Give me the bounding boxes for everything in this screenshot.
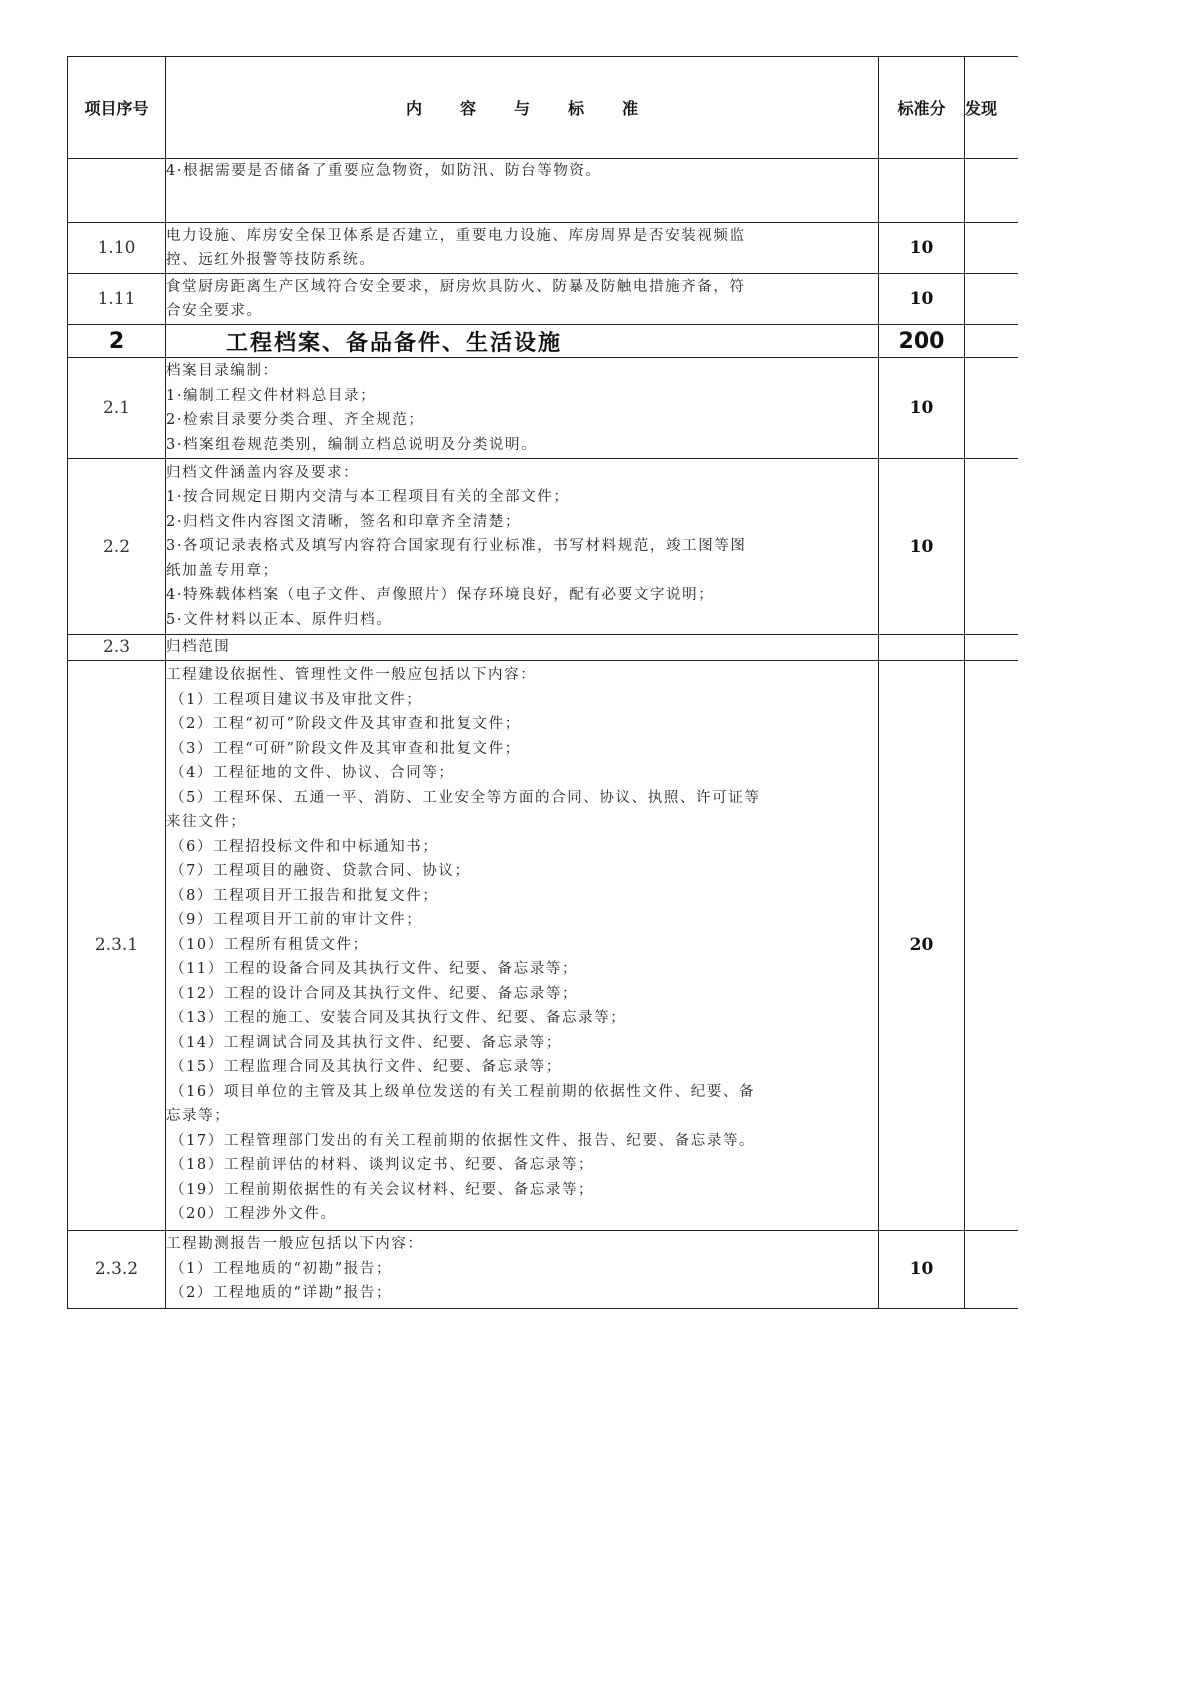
content-line: （12）工程的设计合同及其执行文件、纪要、备忘录等； xyxy=(170,985,579,1002)
item-content xyxy=(166,660,879,1230)
table-row xyxy=(68,459,1018,635)
item-content xyxy=(166,358,879,459)
item-score: 20 xyxy=(879,660,965,1230)
content-line: （4）工程征地的文件、协议、合同等； xyxy=(170,765,455,782)
item-score: 10 xyxy=(879,358,965,459)
table-row xyxy=(68,1230,1018,1308)
item-content xyxy=(166,635,879,661)
item-number xyxy=(68,159,166,223)
evaluation-table xyxy=(67,56,1018,1309)
content-line: 食堂厨房距离生产区域符合安全要求，厨房炊具防火、防暴及防触电措施齐备，符 xyxy=(166,278,746,295)
content-line: 工程勘测报告一般应包括以下内容： xyxy=(166,1236,424,1253)
item-score: 10 xyxy=(879,223,965,274)
content-line: （11）工程的设备合同及其执行文件、纪要、备忘录等； xyxy=(170,961,579,978)
item-found xyxy=(965,660,1018,1230)
content-line: 4·根据需要是否储备了重要应急物资，如防汛、防台等物资。 xyxy=(166,163,602,179)
content-line: 归档文件涵盖内容及要求： xyxy=(166,464,360,481)
content-line: 工程建设依据性、管理性文件一般应包括以下内容： xyxy=(166,667,537,684)
header-standard-score: 标准分 xyxy=(879,57,965,159)
item-score: 10 xyxy=(879,274,965,325)
item-number: 2.2 xyxy=(68,459,166,635)
section-number: 2 xyxy=(68,325,166,358)
section-score: 200 xyxy=(879,325,965,358)
item-found xyxy=(965,635,1018,661)
content-line: （2）工程地质的“详勘”报告； xyxy=(170,1285,393,1302)
content-line: （5）工程环保、五通一平、消防、工业安全等方面的合同、协议、执照、许可证等 xyxy=(170,789,761,806)
section-title: 工程档案、备品备件、生活设施 xyxy=(166,325,879,358)
content-line: 纸加盖专用章； xyxy=(166,562,279,579)
content-line: 3·各项记录表格式及填写内容符合国家现有行业标准，书写材料规范，竣工图等图 xyxy=(166,538,747,555)
content-line: 忘录等； xyxy=(166,1108,231,1125)
content-line: （18）工程前评估的材料、谈判议定书、纪要、备忘录等； xyxy=(170,1157,595,1174)
header-found: 发现 xyxy=(965,57,1018,159)
content-line: （19）工程前期依据性的有关会议材料、纪要、备忘录等； xyxy=(170,1181,595,1198)
content-line: （14）工程调试合同及其执行文件、纪要、备忘录等； xyxy=(170,1034,562,1051)
header-row xyxy=(68,57,1018,159)
content-line: 控、远红外报警等技防系统。 xyxy=(166,252,376,268)
content-line: 1·编制工程文件材料总目录； xyxy=(166,387,377,404)
item-score: 10 xyxy=(879,459,965,635)
item-content xyxy=(166,1230,879,1308)
content-line: （13）工程的施工、安装合同及其执行文件、纪要、备忘录等； xyxy=(170,1010,627,1027)
content-line: 5·文件材料以正本、原件归档。 xyxy=(166,611,393,628)
item-number: 2.3 xyxy=(68,635,166,661)
item-score xyxy=(879,635,965,661)
item-number: 2.3.1 xyxy=(68,660,166,1230)
item-found xyxy=(965,1230,1018,1308)
item-found xyxy=(965,325,1018,358)
table-row xyxy=(68,660,1018,1230)
header-item-number: 项目序号 xyxy=(68,57,166,159)
content-line: （8）工程项目开工报告和批复文件； xyxy=(170,887,439,904)
section-row xyxy=(68,325,1018,358)
item-content xyxy=(166,223,879,274)
content-line: 4·特殊载体档案（电子文件、声像照片）保存环境良好，配有必要文字说明； xyxy=(166,587,715,604)
item-content xyxy=(166,274,879,325)
content-line: 2·归档文件内容图文清晰，签名和印章齐全清楚； xyxy=(166,513,522,530)
content-line: （1）工程项目建议书及审批文件； xyxy=(170,691,423,708)
content-line: （6）工程招投标文件和中标通知书； xyxy=(170,838,439,855)
content-line: （16）项目单位的主管及其上级单位发送的有关工程前期的依据性文件、纪要、备 xyxy=(170,1083,756,1100)
item-content xyxy=(166,159,879,223)
item-found xyxy=(965,223,1018,274)
header-content-standard: 内容与标准 xyxy=(166,57,879,159)
content-line: （20）工程涉外文件。 xyxy=(170,1206,337,1223)
table-row xyxy=(68,358,1018,459)
item-content xyxy=(166,459,879,635)
item-score: 10 xyxy=(879,1230,965,1308)
content-line: （7）工程项目的融资、贷款合同、协议； xyxy=(170,863,471,880)
content-line: 3·档案组卷规范类别，编制立档总说明及分类说明。 xyxy=(166,436,538,453)
item-number: 2.3.2 xyxy=(68,1230,166,1308)
table-row xyxy=(68,223,1018,274)
content-line: （10）工程所有租赁文件； xyxy=(170,936,369,953)
item-found xyxy=(965,159,1018,223)
item-number: 1.11 xyxy=(68,274,166,325)
content-line: 2·检索目录要分类合理、齐全规范； xyxy=(166,412,425,428)
item-found xyxy=(965,358,1018,459)
item-found xyxy=(965,274,1018,325)
content-line: （3）工程“可研”阶段文件及其审查和批复文件； xyxy=(170,740,521,757)
content-line: （17）工程管理部门发出的有关工程前期的依据性文件、报告、纪要、备忘录等。 xyxy=(170,1132,756,1149)
content-line: （1）工程地质的“初勘”报告； xyxy=(170,1260,393,1277)
content-line: 1·按合同规定日期内交清与本工程项目有关的全部文件； xyxy=(166,489,570,506)
content-line: 合安全要求。 xyxy=(166,303,263,319)
table-row xyxy=(68,159,1018,223)
item-score xyxy=(879,159,965,223)
table-row xyxy=(68,274,1018,325)
content-line: 来往文件； xyxy=(166,814,247,831)
content-line: （15）工程监理合同及其执行文件、纪要、备忘录等； xyxy=(170,1059,562,1076)
item-found xyxy=(965,459,1018,635)
content-line: （2）工程“初可”阶段文件及其审查和批复文件； xyxy=(170,716,521,733)
content-line: 电力设施、库房安全保卫体系是否建立，重要电力设施、库房周界是否安装视频监 xyxy=(166,227,746,244)
content-line: 归档范围 xyxy=(166,639,231,655)
item-number: 1.10 xyxy=(68,223,166,274)
content-line: （9）工程项目开工前的审计文件； xyxy=(170,912,423,929)
content-line: 档案目录编制： xyxy=(166,363,279,379)
item-number: 2.1 xyxy=(68,358,166,459)
table-row xyxy=(68,635,1018,661)
